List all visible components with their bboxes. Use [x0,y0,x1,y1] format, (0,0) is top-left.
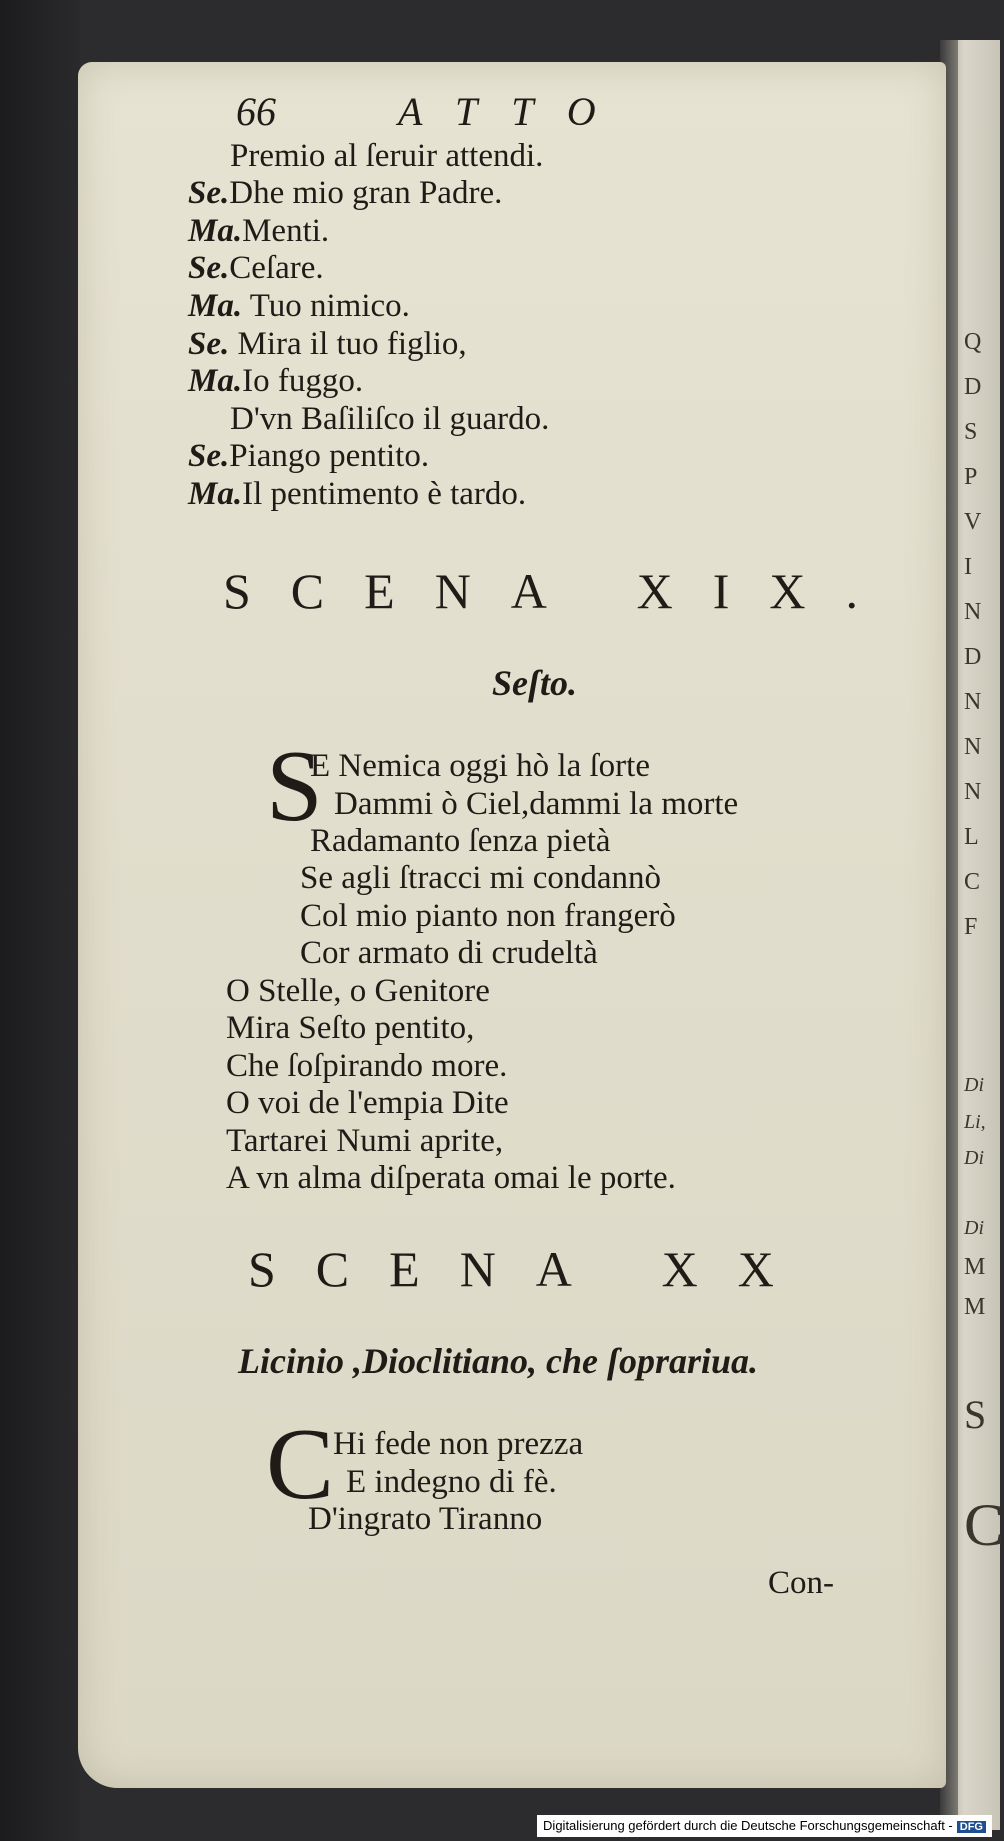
dialogue-line [188,365,363,398]
speaker-abbrev: Ma. [188,363,243,399]
drop-capital: C [266,1408,335,1521]
scene-heading: SCENA XX [248,1241,814,1297]
verse-text: Ceſare. [229,250,324,286]
dialogue-line [188,328,467,361]
speaker-abbrev: Se. [188,250,230,286]
verse-text: Io fuggo. [242,363,364,399]
adjacent-letter: M [964,1294,986,1320]
book-binding-edge [0,0,80,1841]
verse-line: Che ſoſpirando more. [226,1048,508,1084]
drop-capital: S [266,730,323,843]
dialogue-line [188,478,526,511]
adjacent-letter: D [964,644,982,670]
scene-characters: Seſto. [492,663,577,703]
verse-line: Hi fede non prezza [333,1426,584,1462]
book-page [78,62,946,1788]
verse-text: Mira il tuo figlio, [229,326,467,362]
speaker-abbrev: Ma. [188,213,243,249]
adjacent-letter: N [964,599,982,625]
adjacent-letter: Di [964,1147,984,1169]
verse-text: Menti. [242,213,330,249]
verse-line: Dammi ò Ciel,dammi la morte [334,786,739,822]
adjacent-letter: D [964,374,982,400]
speaker-abbrev: Ma. [188,476,243,512]
verse-line: O voi de l'empia Dite [226,1085,509,1121]
verse-text: Il pentimento è tardo. [242,476,527,512]
speaker-abbrev: Se. [188,326,230,362]
adjacent-letter: F [964,914,978,940]
credit-text: Digitalisierung gefördert durch die Deutsche Forschungsgemeinschaft - [543,1818,953,1833]
verse-line: E Nemica oggi hò la ſorte [310,748,650,784]
verse-line: E indegno di fè. [346,1464,557,1500]
dialogue-line [188,290,410,323]
adjacent-letter: Di [964,1217,984,1239]
verse-line: Col mio pianto non frangerò [300,898,676,934]
verse-text: Tuo nimico. [242,288,410,324]
verse-line: Cor armato di crudeltà [300,935,598,971]
verse-text: Premio al ſeruir attendi. [230,138,544,174]
running-head: ATTO [398,89,630,134]
adjacent-letter: I [964,554,972,580]
scene-heading: SCENA XIX. [223,563,899,619]
verse-line: Mira Seſto pentito, [226,1010,475,1046]
scene-characters: Licinio ,Dioclitiano, che ſoprariua. [238,1341,759,1381]
dialogue-line [230,140,543,173]
dialogue-line [188,215,329,248]
dialogue-line [188,440,429,473]
adjacent-letter: Li, [964,1111,986,1133]
adjacent-letter: L [964,824,979,850]
verse-line: D'ingrato Tiranno [308,1501,543,1537]
adjacent-letter: S [964,1392,987,1437]
dialogue-line [188,252,324,285]
speaker-abbrev: Ma. [188,288,243,324]
adjacent-letter: V [964,509,982,535]
adjacent-letter: C [964,1492,1004,1558]
verse-line: A vn alma diſperata omai le porte. [226,1160,676,1196]
page-number: 66 [236,89,276,134]
dfg-logo: DFG [957,1821,986,1833]
adjacent-letter: C [964,869,981,895]
speaker-abbrev: Se. [188,175,230,211]
dialogue-line [188,177,502,210]
adjacent-letter: N [964,689,982,715]
verse-line: Se agli ſtracci mi condannò [300,860,662,896]
adjacent-letter: Di [964,1074,984,1096]
adjacent-letter: N [964,779,982,805]
verse-line: Tartarei Numi aprite, [226,1123,504,1159]
catchword: Con- [768,1565,834,1601]
adjacent-letter: N [964,734,982,760]
verse-text: Dhe mio gran Padre. [229,175,503,211]
digitization-credit [537,1815,992,1837]
adjacent-letter: S [964,419,978,445]
verse-text: Piango pentito. [229,438,430,474]
speaker-abbrev: Se. [188,438,230,474]
adjacent-letter: P [964,464,978,490]
dialogue-line [230,403,549,436]
adjacent-letter: Q [964,329,982,355]
verse-line: O Stelle, o Genitore [226,973,490,1009]
verse-line: Radamanto ſenza pietà [310,823,611,859]
verse-text: D'vn Baſiliſco il guardo. [230,401,550,437]
adjacent-page [940,40,1004,1830]
adjacent-letter: M [964,1254,986,1280]
